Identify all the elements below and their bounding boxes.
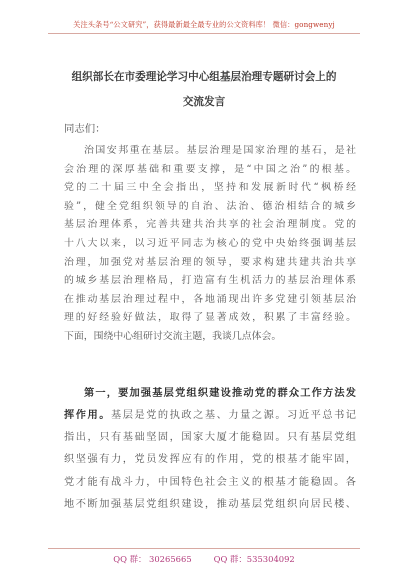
paragraph-line: 党才能有战斗力，中国特色社会主义的根基才能稳固。各 (64, 476, 356, 488)
paragraph-line: 治国安邦重在基层。基层治理是国家治理的基石，是社 (84, 145, 356, 156)
paragraph-line: 验”，健全党组织领导的自治、法治、德治相结合的城乡 (64, 200, 356, 212)
paragraph-line: 党的二十届三中全会指出，坚持和发展新时代“枫桥经 (64, 182, 356, 194)
header-banner: 关注头条号“公文研究”，获得最新最全最专业的公文资料库！ 微信：gongwenyj (73, 20, 335, 29)
document-title-line1: 组织部长在市委理论学习中心组基层治理专题研讨会上的 (71, 71, 337, 83)
paragraph-line: 基层治理体系，完善共建共治共享的社会治理制度。党的 (64, 219, 356, 231)
paragraph-line: 地不断加强基层党组织建设，推动基层党组织向居民楼、 (64, 498, 356, 510)
point-heading-end: 挥作用。 (64, 409, 111, 422)
paragraph-first-point (64, 382, 356, 516)
paragraph-line: 织坚强有力，党员发挥应有的作用，党的根基才能牢固， (64, 454, 356, 466)
paragraph-line: 的城乡基层治理格局，打造富有生机活力的基层治理体系 (64, 275, 356, 287)
footer-qq-group-2: QQ 群：535304092 (213, 554, 295, 564)
document-title-line2: 交流发言 (182, 96, 226, 108)
paragraph-line: 会治理的深厚基础和重要支撑，是“中国之治”的根基。 (64, 163, 356, 175)
paragraph-line: 理的好经验好做法，取得了显著成效，积累了丰富经验。 (64, 312, 356, 324)
salutation: 同志们： (64, 123, 106, 135)
paragraph-line: 指出，只有基础坚固，国家大厦才能稳固。只有基层党组 (64, 431, 356, 443)
paragraph-line: 在推动基层治理过程中，各地涌现出许多党建引领基层治 (64, 293, 356, 305)
header-divider (48, 33, 360, 34)
footer-qq-group-1: QQ 群： 30265665 (113, 554, 192, 564)
footer-divider (48, 548, 360, 549)
paragraph-line-text: 基层是党的执政之基、力量之源。习近平总书记 (110, 410, 356, 422)
paragraph-line: 十八大以来，以习近平同志为核心的党中央始终强调基层 (64, 237, 356, 249)
paragraph-line: 下面，围绕中心组研讨交流主题，我谈几点体会。 (64, 330, 282, 342)
footer (0, 553, 408, 565)
paragraph-line: 治理，加强党对基层治理的领导，要求构建共建共治共享 (64, 256, 356, 268)
paragraph-intro (64, 142, 356, 347)
paragraph-line (64, 404, 356, 426)
point-heading-line: 第一，要加强基层党组织建设推动党的群众工作方法发 (84, 387, 356, 399)
